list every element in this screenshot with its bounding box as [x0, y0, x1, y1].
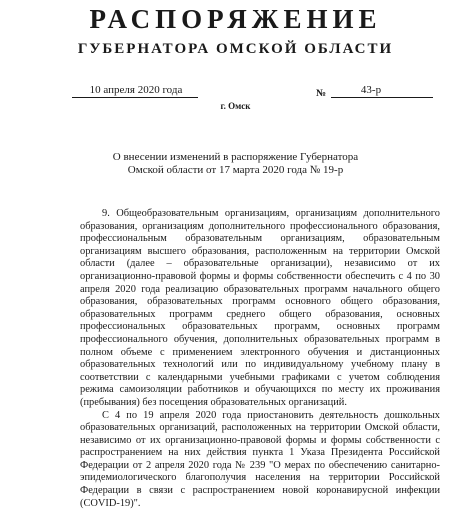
document-heading — [0, 151, 471, 177]
paragraph-item-9: 9. Общеобразовательным организациям, организациям дополнительного образования, организациям дополнительного профессионального образования, профессиональным образовательным организациям, образовательным организациям высшего образования, расположенным на территории Омской области (далее – образовательные организации), независимо от их организационно-правовой формы и формы собственности обеспечить с 4 по 30 апреля 2020 года реализацию образовательных программ начального общего образования, образовательных программ основного общего образования, образовательных программ среднего общего образования, основных профессиональных образовательных программ, основных программ профессионального обучения, дополнительных образовательных программ в полном объеме с применением электронного обучения и дистанционных образовательных технологий или по индивидуальному учебному плану в соответствии с календарными учебными графиками с учетом соблюдения режима самоизоляции работников и обучающихся по месту их проживания (пребывания) без посещения образовательных организаций. — [80, 208, 440, 410]
paragraph-kindergartens: С 4 по 19 апреля 2020 года приостановить деятельность дошкольных образовательных организаций, расположенных на территории Омской области, независимо от их организационно-правовой формы и формы собственности с распространением на них действия пункта 1 Указа Президента Российской Федерации от 2 апреля 2020 года № 239 "О мерах по обеспечению санитарно-эпидемиологического благополучия населения на территории Российской Федерации в связи с распространением новой коронавирусной инфекции (COVID-19)". — [80, 410, 440, 510]
number-underline — [331, 97, 433, 98]
date-underline — [72, 97, 198, 98]
heading-line-2: Омской области от 17 марта 2020 года № 19-р — [0, 164, 471, 177]
document-number: 43-р — [336, 84, 406, 97]
heading-line-1: О внесении изменений в распоряжение Губернатора — [0, 151, 471, 164]
number-sign: № — [316, 87, 326, 100]
document-body — [80, 208, 440, 510]
document-date: 10 апреля 2020 года — [86, 84, 186, 97]
document-subtitle: ГУБЕРНАТОРА ОМСКОЙ ОБЛАСТИ — [0, 40, 471, 58]
document-city: г. Омск — [0, 100, 471, 112]
document-title: РАСПОРЯЖЕНИЕ — [0, 4, 471, 34]
